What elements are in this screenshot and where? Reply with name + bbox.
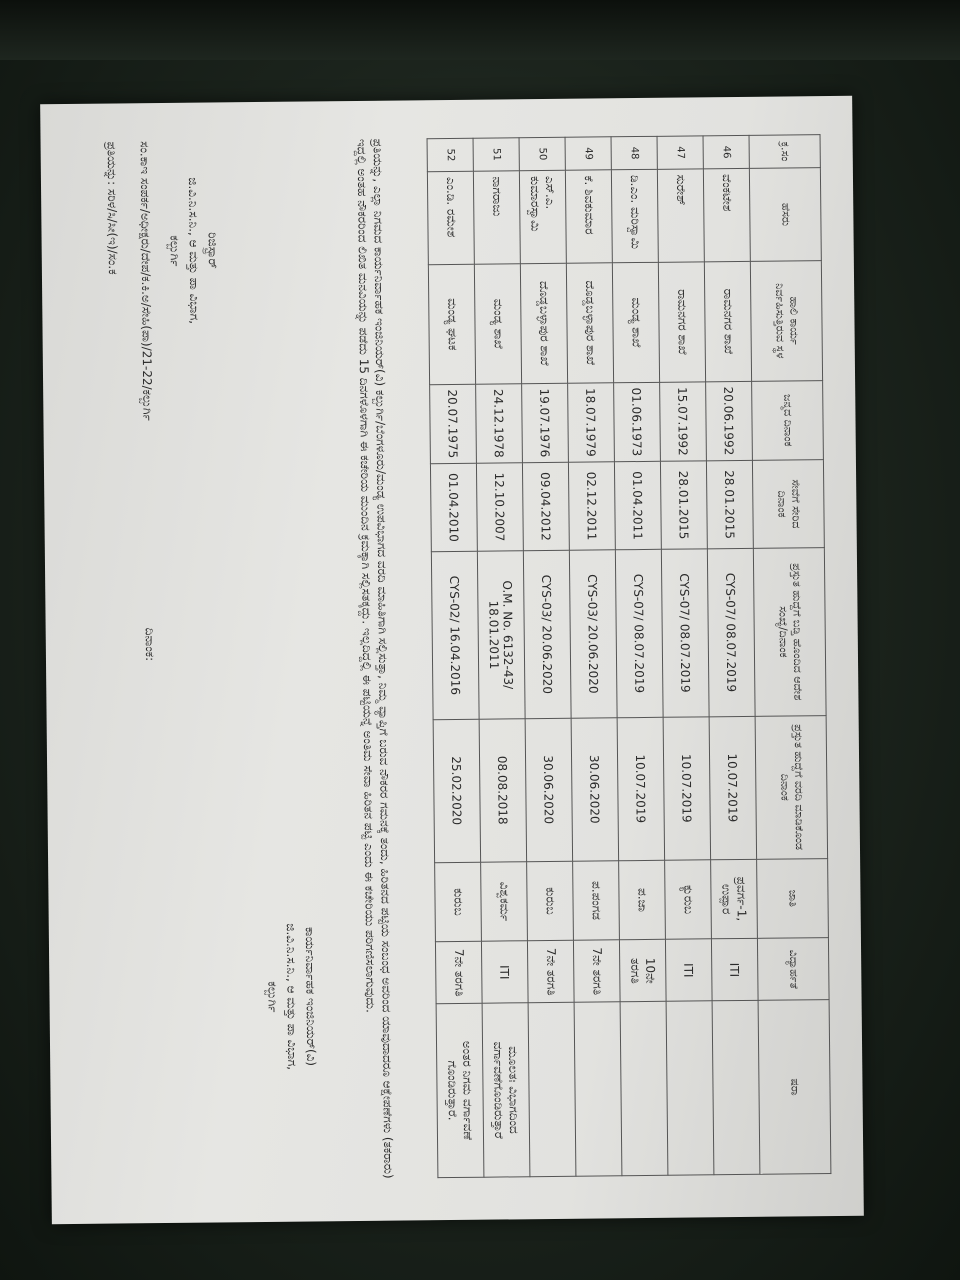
cell-name: ನಾಗರಾಜು — [473, 171, 520, 265]
cell-remark — [528, 1002, 576, 1176]
cell-edu: 7ನೇ ತರಗತಿ — [435, 942, 482, 1004]
cell-edu: 7ನೇ ತರಗತಿ — [573, 940, 620, 1002]
cell-place: ದೊಡ್ಡಬಳ್ಳಾಪುರ ಶಾಖೆ — [520, 263, 567, 383]
cell-sl: 50 — [519, 137, 565, 170]
cell-name: ಸುರೇಶ್ — [657, 169, 704, 263]
cell-sl: 48 — [611, 136, 657, 169]
cell-doj: 28.01.2015 — [660, 461, 707, 549]
cell-remark — [620, 1001, 668, 1175]
cell-dob: 15.07.1992 — [660, 381, 707, 461]
registrar-title: ರಿಜಿಸ್ಟ್ರಾರ್ — [205, 232, 220, 269]
reference-number: ಸಂ.ಕಾಇ ಸಂಪರ್ಕ/ಅಧೀಕ್ಷರು/ದೇಪ/ಕ.ಕಿ.ಅ/ಸೇಹಿ(ಪಾ)/21-22/ಕಲ್ಬುರ್ಗಿ — [137, 141, 155, 421]
cell-dob: 01.06.1973 — [614, 382, 661, 462]
cell-place: ದೊಡ್ಡಬಳ್ಳಾಪುರ ಶಾಖೆ — [566, 263, 613, 383]
header-order: ಪ್ರಸ್ತುತ ಹುದ್ದೆಗೆ ಬಡ್ತಿ ಹೊಂದಿದ ಆದೇಶ ಸಂಖ್ಯೆ/ದಿನಾಂಕ — [753, 547, 826, 716]
cell-order: CYS-07/ 08.07.2019 — [707, 548, 755, 717]
header-remark: ಷರಾ — [758, 1000, 831, 1175]
signature-place: ಕಲ್ಬುರ್ಗಿ — [265, 981, 280, 1013]
cell-edu: ITI — [665, 939, 712, 1001]
cell-order: O.M. No. 6132-43/ 18.01.2011 — [477, 551, 525, 720]
header-place: ಹಾಲಿ ಕಾರ್ಯ ನಿರ್ವಹಿಸುತ್ತಿರುವ ಸ್ಥಳ — [750, 261, 822, 381]
table-header-row — [749, 135, 831, 1175]
cell-remark — [574, 1002, 622, 1176]
cell-remark — [666, 1001, 714, 1175]
header-report: ಪ್ರಸ್ತುತ ಹುದ್ದೆಗೆ ವರದಿ ಮಾಡಿಕೊಂಡ ದಿನಾಂಕ — [755, 716, 827, 859]
header-caste: ಜಾತಿ — [757, 858, 829, 939]
header-name: ಹೆಸರು — [749, 168, 821, 262]
cell-caste: ಪ.ಜಾ — [619, 860, 666, 940]
cell-caste: ಪ.ಪಂಗಡ — [573, 860, 620, 940]
cell-remark: ಅಂತರ ನಿಗಮ ವರ್ಗಾವಣೆ ಗೊಂಡಿರುತ್ತಾರೆ. — [436, 1003, 484, 1177]
cell-caste: ವಿಶ್ವಕರ್ಮ — [481, 861, 528, 941]
cell-remark — [712, 1000, 760, 1174]
cell-caste: ಪ್ರವರ್ಗ-1, ಉಪ್ಪಾರ — [711, 859, 758, 939]
cell-place: ಮಂಡ್ಯ ಶಾಖೆ — [612, 262, 659, 382]
document-sheet — [40, 96, 864, 1224]
cell-edu: 7ನೇ ತರಗತಿ — [527, 941, 574, 1003]
cell-report: 30.06.2020 — [525, 718, 572, 861]
cell-report: 25.02.2020 — [433, 719, 480, 862]
seniority-table — [427, 134, 832, 1178]
cell-name: ಡಿ.ಎಂ. ಮರಿಸ್ವಾಮಿ — [611, 169, 658, 263]
cell-sl: 52 — [427, 138, 473, 171]
cell-edu: ITI — [711, 939, 758, 1001]
instruction-paragraph: ಪ್ರತಿಯನ್ನು, ಎಲ್ಲಾ ನಿಗಮದ ಕಾರ್ಯನಿರ್ವಾಹಕ ಇಂಜಿನಿಯರ್(ವಿ) ಕಲ್ಬುರ್ಗಿ/ಬೆಂಗಳೂರು/ಮಂಡ್ಯ ಉಪವಿಭಾಗದ ವರದಿ ಮಾಹಿತಿಗಾಗಿ ಸಲ್ಲಿಸುತ್ತಾ, ನಿಮ್ಮ ವ್ಯಾಪ್ತಿಗೆ ಬರುವ ನೌಕರರ ಗಮನಕ್ಕೆ ತಂದು, ಹಿರಿತನದ ಪಟ್ಟಿಯ ಸಂಬಂಧ ಅವರಿಂದ ಯಾವುದಾದರೂ ಆಕ್ಷೇಪಣೆಗಳು (ತಕರಾರು) ಇದ್ದಲ್ಲಿ ಅಂತಹ ನೌಕರರಿಂದ ಲಿಖಿತ ಮನವಿಯನ್ನು ಪಡೆದು 15 ದಿನಗಳೊಳಗಾಗಿ ಈ ಕಚೇರಿಯ ಮುಂದಿನ ಕ್ರಮಕ್ಕಾಗಿ ಸಲ್ಲಿಸತಕ್ಕದ್ದು. ಇಲ್ಲದಿದ್ದಲ್ಲಿ ಈ ಪಟ್ಟಿಯನ್ನೆ ಅಂತಿಮ ಸೇವಾ ಹಿರಿತನ ಪಟ್ಟಿ ಎಂದು ಈ ಕಚೇರಿಯು ಪರಿಗಣಿಸಲಾಗುವುದು. — [354, 138, 396, 1179]
cell-doj: 01.04.2011 — [614, 462, 661, 550]
cell-name: ಕೆ. ಶಿವಕುಮಾರ — [565, 170, 612, 264]
cell-remark: ಮೂಲತಃ ವಿಭಾಗದಿಂದ ವರ್ಗಾವಣೆಗೊಂಡಿರುತ್ತಾರೆ — [482, 1003, 530, 1177]
cell-sl: 51 — [473, 138, 519, 171]
cell-name: ಎಸ್.ಎ. ಕುಮಾರಸ್ವಾಮಿ — [519, 170, 566, 264]
header-doj: ಸೇವೆಗೆ ಸೇರಿದ ದಿನಾಂಕ — [752, 460, 824, 548]
cell-doj: 02.12.2011 — [568, 462, 615, 550]
registrar-office: ಜಿ.ವಿ.ನಿ.ಸ.ನಿ., ಆ ಮತ್ತು ಪಾ ವಿಭಾಗ, — [185, 177, 202, 325]
header-sl: ಕ್ರ.ಸಂ — [749, 135, 820, 169]
background-top — [0, 0, 960, 60]
signature-block-executive-engineer — [261, 831, 321, 1162]
cell-doj: 01.04.2010 — [430, 463, 477, 551]
cell-report: 10.07.2019 — [663, 717, 710, 860]
cell-report: 10.07.2019 — [709, 716, 756, 859]
header-dob: ಜನ್ಮದ ದಿನಾಂಕ — [752, 380, 824, 460]
cell-order: CYS-07/ 08.07.2019 — [615, 549, 663, 718]
cell-dob: 20.07.1975 — [430, 384, 477, 464]
cell-dob: 20.06.1992 — [706, 381, 753, 461]
cell-place: ಮಂಡ್ಯ ಘಟಕ — [428, 264, 475, 384]
cell-name: ಎಂ.ಡಿ. ರಮೇಶ — [427, 171, 474, 265]
date-label: ದಿನಾಂಕ: — [142, 627, 157, 662]
cell-order: CYS-02/ 16.04.2016 — [431, 551, 479, 720]
cell-name: ವೆಂಕಟೇಶ — [703, 168, 750, 262]
rotated-document — [60, 106, 851, 1194]
cell-edu: ITI — [481, 941, 528, 1003]
signature-office: ಜಿ.ವಿ.ನಿ.ಸ.ನಿ., ಆ ಮತ್ತು ಪಾ ವಿಭಾಗ, — [283, 923, 300, 1071]
header-edu: ವಿದ್ಯಾರ್ಹತೆ — [757, 938, 829, 1000]
cell-order: CYS-07/ 08.07.2019 — [661, 549, 709, 718]
cell-doj: 09.04.2012 — [522, 462, 569, 550]
cell-order: CYS-03/ 20.06.2020 — [523, 550, 571, 719]
cell-dob: 18.07.1979 — [568, 382, 615, 462]
cell-sl: 49 — [565, 137, 611, 170]
reference-line — [135, 141, 159, 661]
cell-report: 08.08.2018 — [479, 719, 526, 862]
cell-caste: ಕುರುಬ — [527, 861, 574, 941]
cell-dob: 19.07.1976 — [522, 383, 569, 463]
cell-report: 30.06.2020 — [571, 718, 618, 861]
cell-doj: 12.10.2007 — [476, 463, 523, 551]
signature-title: ಕಾರ್ಯನಿರ್ವಾಹಕ ಇಂಜಿನಿಯರ್(ವಿ) — [302, 926, 319, 1067]
cell-caste: ಕುರುಬ — [435, 862, 482, 942]
cell-doj: 28.01.2015 — [706, 461, 753, 549]
signature-block-registrar — [102, 140, 228, 841]
cell-sl: 46 — [703, 135, 749, 168]
cell-dob: 24.12.1978 — [476, 383, 523, 463]
cell-order: CYS-03/ 20.06.2020 — [569, 550, 617, 719]
cell-place: ರಾಮನಗರ ಶಾಖೆ — [704, 261, 751, 381]
cell-sl: 47 — [657, 136, 703, 169]
registrar-place: ಕಲ್ಬುರ್ಗಿ — [167, 235, 182, 267]
cell-report: 10.07.2019 — [617, 717, 664, 860]
cell-place: ರಾಮನಗರ ಶಾಖೆ — [658, 262, 705, 382]
cell-place: ಮಂಡ್ಯ ಶಾಖೆ — [474, 264, 521, 384]
copy-to: ಪ್ರತಿಯನ್ನು: ಸರಿಳ/ಸಿ/ಸೀ(ಇ)/ಸಂ.ಕ — [104, 141, 120, 275]
cell-edu: 10ನೇ ತರಗತಿ — [619, 940, 666, 1002]
cell-caste: ಕ್ಯುರುಬ — [665, 859, 712, 939]
